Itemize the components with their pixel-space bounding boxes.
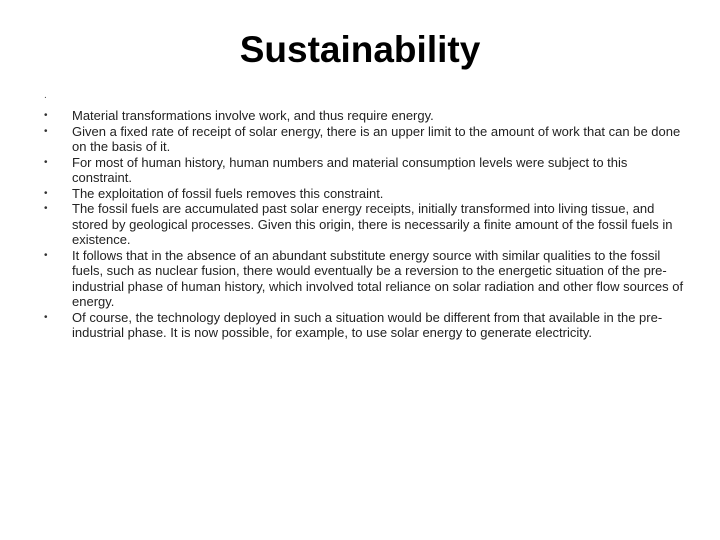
bullet-text: It follows that in the absence of an abundant substitute energy source with similar qualities to the fossil fuels, such as nuclear fusion, there would eventually be a reversion to the energetic situation of the pre-industrial phase of human history, which involved total reliance on solar radiation and other flow sources of energy.	[72, 247, 684, 309]
bullet-text: Material transformations involve work, and thus require energy.	[72, 108, 434, 123]
bullet-text: For most of human history, human numbers and material consumption levels were subject to this constraint.	[72, 154, 628, 185]
bullet-text: Of course, the technology deployed in such a situation would be different from that available in the pre-industrial phase. It is now possible, for example, to use solar energy to generate electricity.	[72, 309, 663, 340]
bullet-icon: •	[44, 311, 48, 323]
bullet-text: The exploitation of fossil fuels removes this constraint.	[72, 185, 384, 201]
bullet-item	[44, 155, 684, 186]
bullet-icon: •	[44, 110, 48, 121]
slide-title: Sustainability	[239, 29, 481, 70]
bullet-text: Given a fixed rate of receipt of solar energy, there is an upper limit to the amount of work that can be done on the basis of it.	[72, 123, 681, 154]
bullet-icon: •	[44, 125, 48, 137]
stray-mark: .	[44, 90, 47, 101]
bullet-icon: •	[44, 249, 48, 261]
bullet-icon: •	[44, 187, 48, 199]
bullet-icon: •	[44, 156, 48, 168]
bullet-list	[44, 108, 684, 341]
bullet-item	[44, 186, 684, 202]
bullet-item	[44, 124, 684, 155]
bullet-item	[44, 108, 684, 124]
bullet-text: The fossil fuels are accumulated past solar energy receipts, initially transformed into living tissue, and stored by geological processes. Given this origin, there is necessarily a finite amount of the fossil fuels in existence.	[72, 201, 673, 247]
bullet-item	[44, 201, 684, 248]
bullet-icon: •	[44, 203, 48, 214]
bullet-item	[44, 310, 684, 341]
bullet-item	[44, 248, 684, 310]
